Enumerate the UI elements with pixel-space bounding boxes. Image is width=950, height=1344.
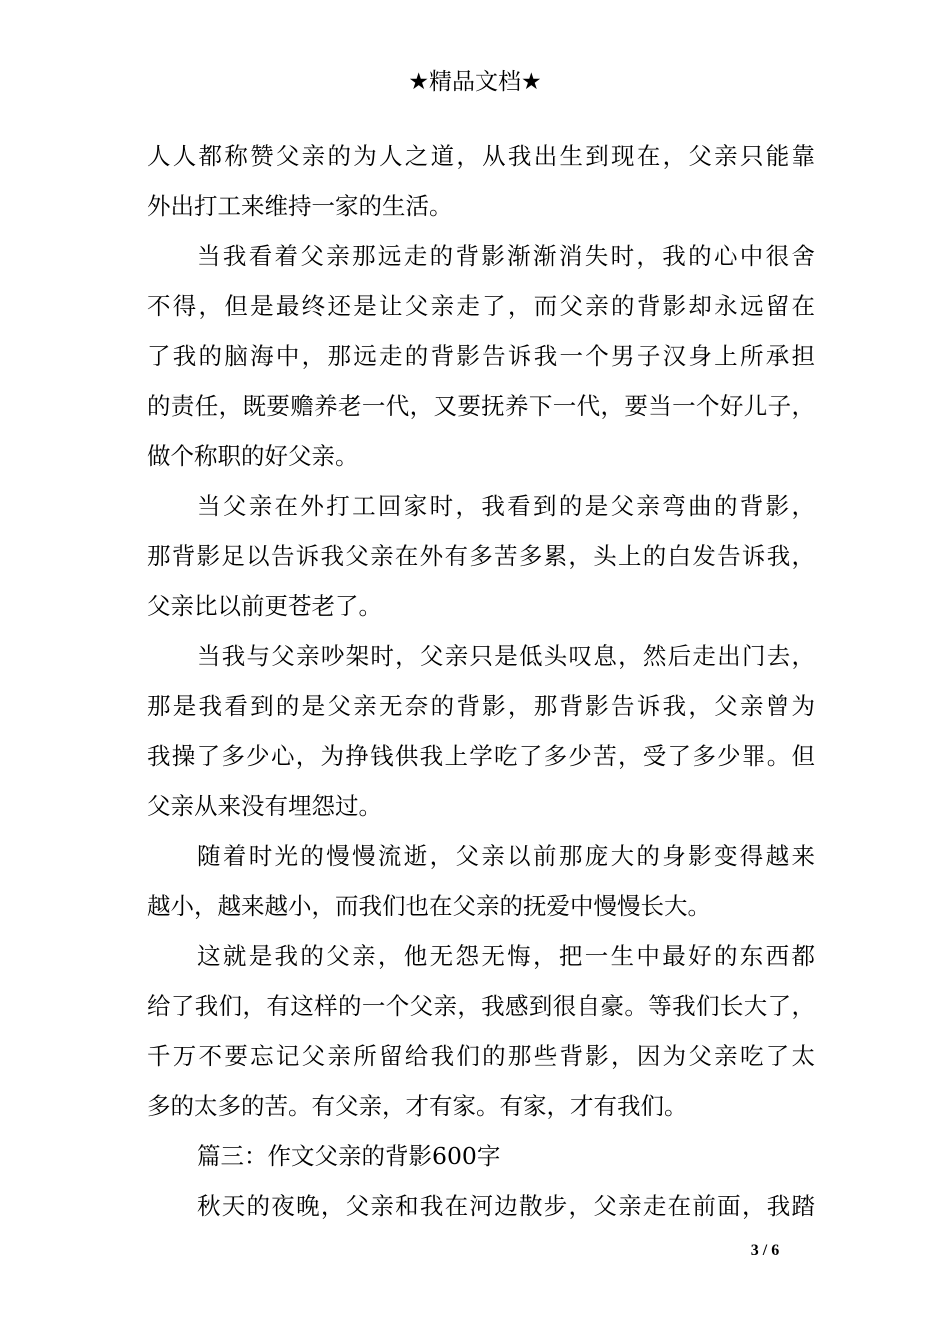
text-line: 多的太多的苦。有父亲，才有家。有家，才有我们。 <box>147 1092 688 1120</box>
section-heading: 篇三：作文父亲的背影600字 <box>197 1142 501 1170</box>
text-line: 这就是我的父亲，他无怨无悔，把一生中最好的东西都 <box>197 942 815 970</box>
page-number: 3 / 6 <box>750 1242 780 1259</box>
text-line: 给了我们，有这样的一个父亲，我感到很自豪。等我们长大了， <box>147 992 815 1020</box>
text-line: 那背影足以告诉我父亲在外有多苦多累，头上的白发告诉我， <box>147 542 815 570</box>
page-header-title: ★精品文档★ <box>408 69 542 95</box>
text-line: 越小，越来越小，而我们也在父亲的抚爱中慢慢长大。 <box>147 892 711 920</box>
text-line: 外出打工来维持一家的生活。 <box>147 192 453 220</box>
text-line: 父亲从来没有埋怨过。 <box>147 792 382 820</box>
document-body <box>147 131 815 1231</box>
text-line: 人人都称赞父亲的为人之道，从我出生到现在，父亲只能靠 <box>147 142 815 170</box>
text-line: 了我的脑海中，那远走的背影告诉我一个男子汉身上所承担 <box>147 342 815 370</box>
text-line: 我操了多少心，为挣钱供我上学吃了多少苦，受了多少罪。但 <box>147 742 815 770</box>
text-line: 当我与父亲吵架时，父亲只是低头叹息，然后走出门去， <box>197 642 815 670</box>
text-line: 千万不要忘记父亲所留给我们的那些背影，因为父亲吃了太 <box>147 1042 815 1070</box>
text-line: 父亲比以前更苍老了。 <box>147 592 382 620</box>
text-line: 当我看着父亲那远走的背影渐渐消失时，我的心中很舍 <box>197 242 815 270</box>
text-line: 当父亲在外打工回家时，我看到的是父亲弯曲的背影， <box>197 492 815 520</box>
text-line: 秋天的夜晚，父亲和我在河边散步，父亲走在前面，我踏 <box>197 1192 815 1220</box>
text-line: 做个称职的好父亲。 <box>147 442 359 470</box>
text-line: 那是我看到的是父亲无奈的背影，那背影告诉我，父亲曾为 <box>147 692 815 720</box>
text-line: 随着时光的慢慢流逝，父亲以前那庞大的身影变得越来 <box>197 842 815 870</box>
text-line: 不得，但是最终还是让父亲走了，而父亲的背影却永远留在 <box>147 292 815 320</box>
text-line: 的责任，既要赡养老一代，又要抚养下一代，要当一个好儿子， <box>147 392 815 420</box>
